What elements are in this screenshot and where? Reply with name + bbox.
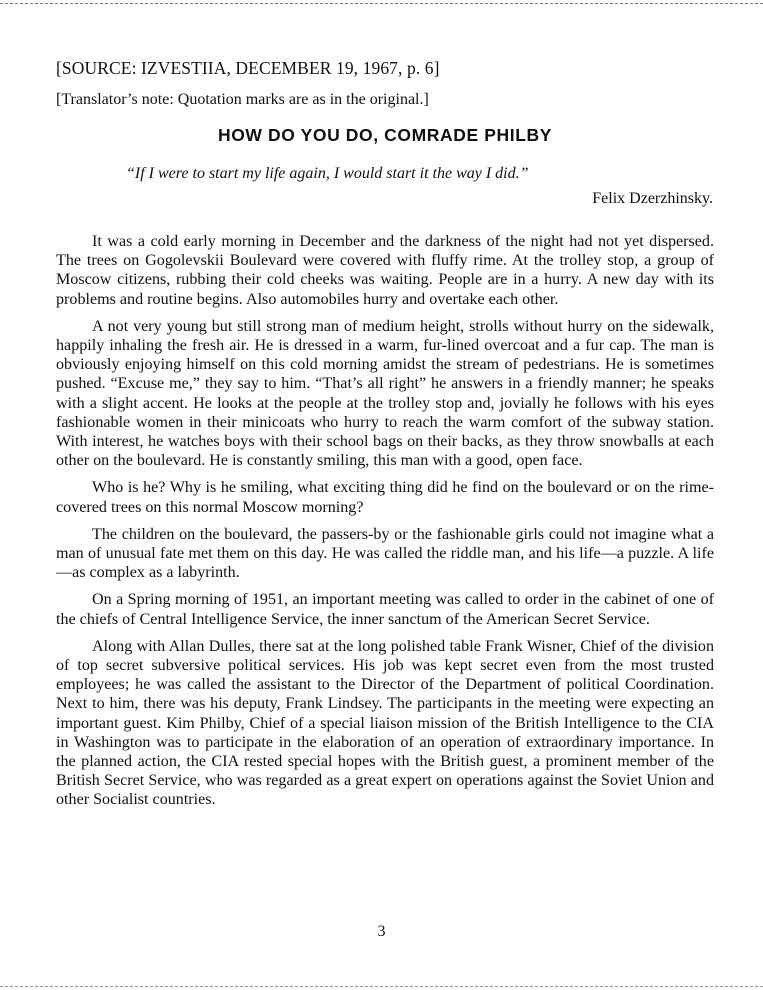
- translator-note: [Translator’s note: Quotation marks are as in the original.]: [56, 91, 429, 108]
- top-border-rule: [0, 3, 763, 4]
- document-page: [56, 58, 714, 818]
- paragraph-5: On a Spring morning of 1951, an important meeting was called to order in the cabinet of one of the chiefs of Central Intelligence Service, the inner sanctum of the American Secret Service.: [56, 591, 714, 628]
- paragraph-6: Along with Allan Dulles, there sat at the long polished table Frank Wisner, Chief of the division of top secret subversive political services. His job was kept secret even from the most trusted employees; he was called the assistant to the Director of the Department of political Coordination. Next to him, there was his deputy, Frank Lindsey. The participants in the meeting were expecting an important guest. Kim Philby, Chief of a special liaison mission of the British Intelligence to the CIA in Washington was to participate in the elaboration of an operation of extraordinary importance. In the planned action, the CIA rested special hopes with the British guest, a prominent member of the British Secret Service, who was regarded as a great expert on operations against the Soviet Union and other Socialist countries.: [56, 637, 714, 809]
- article-title: HOW DO YOU DO, COMRADE PHILBY: [217, 125, 553, 145]
- epigraph-quote: “If I were to start my life again, I would start it the way I did.”: [126, 165, 529, 182]
- paragraph-1: It was a cold early morning in December and the darkness of the night had not yet dispersed. The trees on Gogolevskii Boulevard were covered with fluffy rime. At the trolley stop, a group of Moscow citizens, rubbing their cold cheeks was waiting. People are in a hurry. A new day with its problems and routine begins. Also automobiles hurry and overtake each other.: [56, 233, 714, 308]
- epigraph-attribution: Felix Dzerzhinsky.: [592, 190, 713, 207]
- article-body: [56, 232, 714, 810]
- page-number: 3: [377, 923, 386, 940]
- paragraph-3: Who is he? Why is he smiling, what exciting thing did he find on the boulevard or on the rime-covered trees on this normal Moscow morning?: [56, 479, 714, 516]
- paragraph-2: A not very young but still strong man of medium height, strolls without hurry on the sidewalk, happily inhaling the fresh air. He is dressed in a warm, fur-lined overcoat and a fur cap. The man is obviously enjoying himself on this cold morning amidst the stream of pedestrians. He is sometimes pushed. “Excuse me,” they say to him. “That’s all right” he answers in a friendly manner; he speaks with a slight accent. He looks at the people at the trolley stop and, jovially he follows with his eyes fashionable women in their minicoats who hurry to reach the warm comfort of the subway station. With interest, he watches boys with their school bags on their backs, as they throw snowballs at each other on the boulevard. He is constantly smiling, this man with a good, open face.: [56, 317, 714, 470]
- bottom-border-rule: [0, 986, 763, 987]
- paragraph-4: The children on the boulevard, the passers-by or the fashionable girls could not imagine what a man of unusual fate met them on this day. He was called the riddle man, and his life—a puzzle. A life—as complex as a labyrinth.: [56, 525, 714, 582]
- source-line: [SOURCE: IZVESTIIA, DECEMBER 19, 1967, p. 6]: [56, 58, 440, 78]
